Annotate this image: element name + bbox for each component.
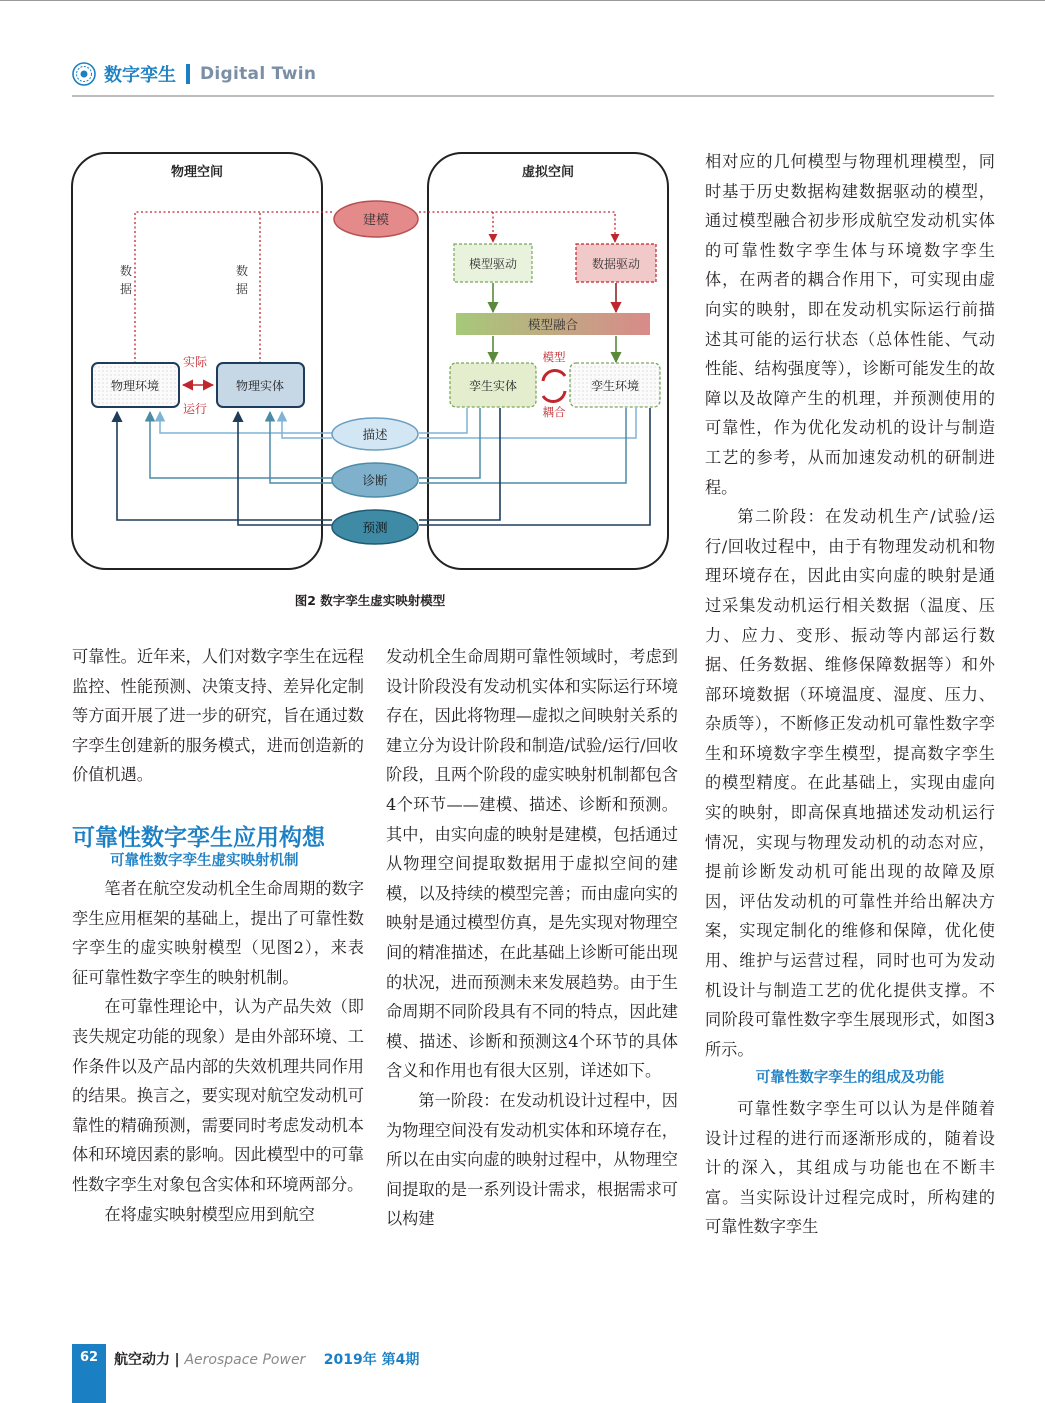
running-header bbox=[72, 60, 316, 88]
header-title-en: Digital Twin bbox=[200, 64, 317, 84]
paragraph: 可靠性。近年来，人们对数字孪生在远程监控、性能预测、决策支持、差异化定制等方面开展了进一步的研究，旨在通过数字孪生创建新的服务模式，进而创造新的价值机遇。 bbox=[72, 647, 364, 785]
figure-caption: 图2 数字孪生虚实映射模型 bbox=[294, 593, 446, 608]
data-label-left-2: 据 bbox=[120, 282, 133, 296]
virtual-space-label: 虚拟空间 bbox=[521, 165, 575, 180]
subsection-heading: 可靠性数字孪生的组成及功能 bbox=[755, 1070, 945, 1087]
coupling-label: 耦合 bbox=[542, 405, 566, 419]
paragraph: 可靠性数字孪生可以认为是伴随着设计过程的进行而逐渐形成的，随着设计的深入，其组成与功能也在不断丰富。当实际设计过程完成时，所构建的可靠性数字孪生 bbox=[705, 1099, 995, 1237]
twin-env-label: 孪生环境 bbox=[590, 379, 640, 393]
paragraph: 笔者在航空发动机全生命周期的数字孪生应用框架的基础上，提出了可靠性数字孪生的虚实映射模型（见图2），来表征可靠性数字孪生的映射机制。 bbox=[72, 879, 364, 987]
column-2 bbox=[386, 642, 678, 1234]
section-title: 可靠性数字孪生应用构想 bbox=[72, 825, 325, 851]
physical-space-label: 物理空间 bbox=[170, 165, 224, 180]
describe-label: 描述 bbox=[362, 427, 388, 442]
paragraph: 第二阶段：在发动机生产/试验/运行/回收过程中，由于有物理发动机和物理环境存在，因此由实向虚的映射是通过采集发动机运行相关数据（温度、压力、应力、变形、振动等内部运行数据、任务数据、维修保障数据等）和外部环境数据（环境温度、湿度、压力、杂质等），不断修正发动机可靠性数字孪生和环境数字孪生模型，提高数字孪生的模型精度。在此基础上，实现由虚向实的映射，即高保真地描述发动机运行情况，实现与物理发动机的动态对应，提前诊断发动机可能出现的故障及原因，评估发动机的可靠性并给出解决方案，实现定制化的维修和保障，优化使用、维护与运营过程，同时也可为发动机设计与制造工艺的优化提供支撑。不同阶段可靠性数字孪生展现形式，如图3所示。 bbox=[705, 507, 995, 1059]
actual-label: 实际 bbox=[183, 355, 208, 369]
footer-separator: | bbox=[174, 1352, 185, 1368]
paragraph: 在可靠性理论中，认为产品失效（即丧失规定功能的现象）是由外部环境、工作条件以及产品内部的失效机理共同作用的结果。换言之，要实现对航空发动机可靠性的精确预测，需要同时考虑发动机本体和环境因素的影响。因此模型中的可靠性数字孪生对象包含实体和环境两部分。 bbox=[72, 997, 364, 1194]
twin-entity-label: 孪生实体 bbox=[468, 379, 518, 393]
data-label-left: 数 bbox=[120, 264, 133, 278]
operation-label: 运行 bbox=[183, 402, 208, 416]
data-label-mid: 数 bbox=[236, 264, 249, 278]
paragraph: 第一阶段：在发动机设计过程中，因为物理空间没有发动机实体和环境存在，所以在由实向虚的映射过程中，从物理空间提取的是一系列设计需求，根据需求可以构建 bbox=[386, 1090, 678, 1229]
diagnose-label: 诊断 bbox=[362, 473, 388, 488]
paragraph: 相对应的几何模型与物理机理模型，同时基于历史数据构建数据驱动的模型，通过模型融合初步形成航空发动机实体的可靠性数字孪生体与环境数字孪生体，在两者的耦合作用下，可实现由虚向实的映射，即在发动机实际运行前描述其可能的运行状态（总体性能、气动性能、结构强度等），诊断可能发生的故障以及故障产生的机理，并预测使用的可靠性，作为优化发动机的设计与制造工艺的参考，从而加速发动机的研制进程。 bbox=[705, 152, 995, 497]
section-subtitle: 可靠性数字孪生虚实映射机制 bbox=[110, 853, 299, 869]
journal-name-cn: 航空动力 bbox=[114, 1352, 170, 1368]
model-label: 模型 bbox=[542, 350, 566, 364]
modeling-label: 建模 bbox=[362, 213, 390, 228]
column-1-body bbox=[72, 874, 364, 1229]
column-3 bbox=[705, 147, 995, 1242]
data-driven-label: 数据驱动 bbox=[591, 257, 641, 271]
header-divider bbox=[186, 64, 190, 84]
paragraph: 在将虚实映射模型应用到航空 bbox=[104, 1204, 315, 1224]
model-fusion-label: 模型融合 bbox=[527, 317, 579, 332]
paragraph: 发动机全生命周期可靠性领域时，考虑到设计阶段没有发动机实体和实际运行环境存在，因此将物理—虚拟之间映射关系的建立分为设计阶段和制造/试验/运行/回收阶段，且两个阶段的虚实映射机制都包含4个环节——建模、描述、诊断和预测。其中，由实向虚的映射是建模，包括通过从物理空间提取数据用于虚拟空间的建模，以及持续的模型完善；而由虚向实的映射是通过模型仿真，是先实现对物理空间的精准描述，在此基础上诊断可能出现的状况，进而预测未来发展趋势。由于生命周期不同阶段具有不同的特点，因此建模、描述、诊断和预测这4个环节的具体含义和作用也有很大区别，详述如下。 bbox=[386, 647, 678, 1081]
predict-label: 预测 bbox=[362, 520, 388, 535]
top-border bbox=[0, 0, 1045, 1]
page-number: 62 bbox=[79, 1350, 99, 1365]
journal-logo-icon bbox=[72, 62, 96, 86]
physical-env-label: 物理环境 bbox=[110, 379, 160, 393]
journal-issue: 2019年 第4期 bbox=[323, 1352, 420, 1368]
model-driven-label: 模型驱动 bbox=[468, 257, 518, 271]
header-title-cn: 数字孪生 bbox=[104, 65, 176, 86]
physical-entity-label: 物理实体 bbox=[235, 379, 285, 393]
data-label-mid-2: 据 bbox=[236, 282, 249, 296]
mapping-model-figure bbox=[70, 150, 670, 572]
footer-journal bbox=[114, 1349, 419, 1369]
column-1-top bbox=[72, 642, 364, 790]
header-rule bbox=[72, 95, 994, 97]
journal-name-en: Aerospace Power bbox=[184, 1352, 306, 1368]
